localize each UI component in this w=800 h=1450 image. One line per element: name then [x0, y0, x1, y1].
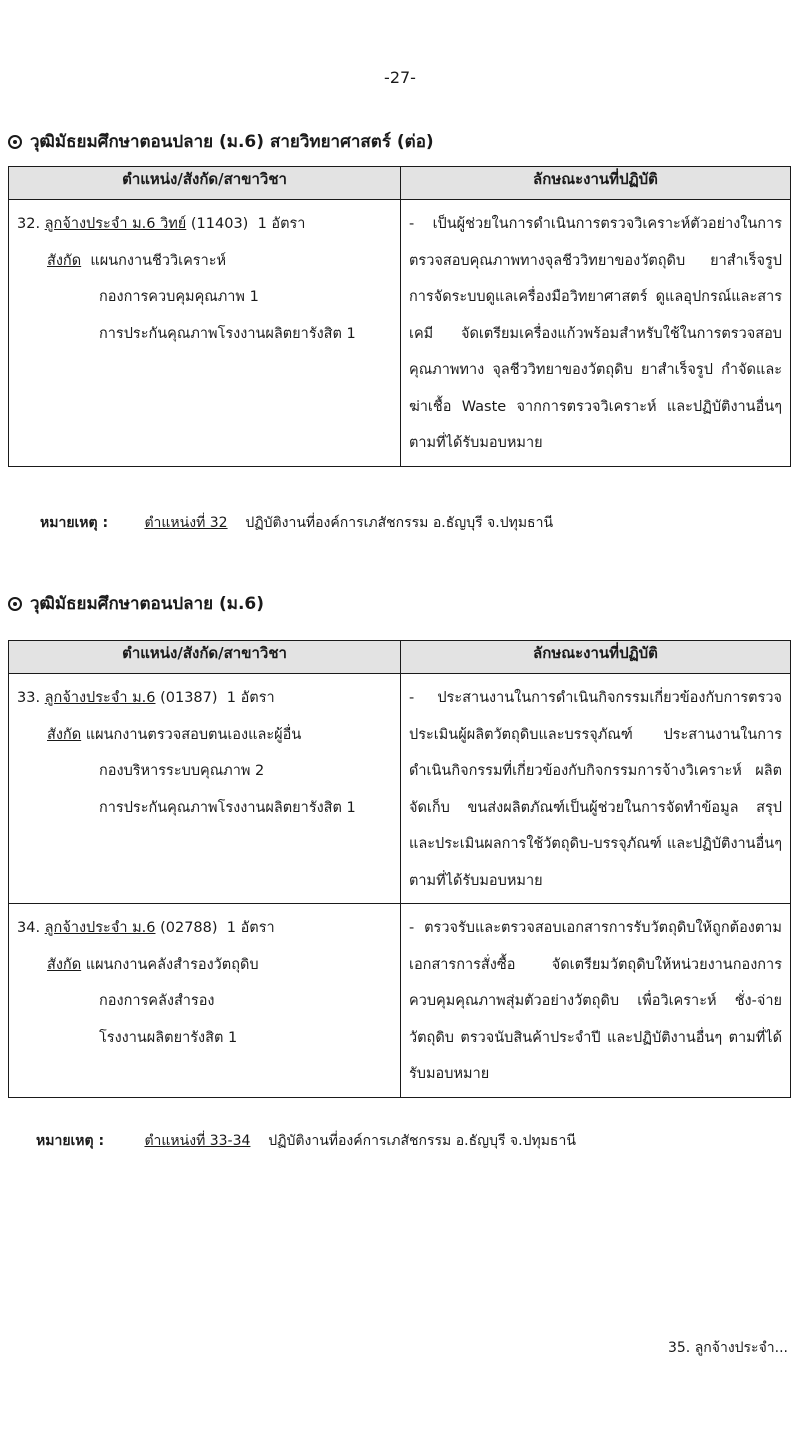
position-title: ลูกจ้างประจำ ม.6 [44, 920, 156, 936]
continuation-footer: 35. ลูกจ้างประจำ... [667, 1340, 788, 1356]
section-heading-text: วุฒิมัธยมศึกษาตอนปลาย (ม.6) สายวิทยาศาสตร์ (ต่อ) [30, 132, 434, 152]
circle-bullet-icon [8, 597, 22, 611]
note-reference: ตำแหน่งที่ 32 [144, 515, 228, 531]
unit-name: แผนกงานชีววิเคราะห์ [90, 252, 227, 269]
affiliation-label: สังกัด [47, 252, 82, 269]
table-row [9, 200, 791, 467]
division-name: กองการควบคุมคุณภาพ 1 [99, 289, 259, 305]
unit-name: แผนกงานตรวจสอบตนเองและผู้อื่น [85, 726, 302, 743]
position-title: ลูกจ้างประจำ ม.6 [44, 690, 156, 706]
department-name: การประกันคุณภาพโรงงานผลิตยารังสิต 1 [99, 799, 356, 816]
position-count: 1 อัตรา [257, 216, 306, 232]
section-heading-science [8, 128, 434, 155]
position-number: 32. [17, 216, 41, 232]
job-table-general [8, 640, 791, 1098]
page-number: -27- [384, 68, 416, 87]
circle-bullet-icon [8, 135, 22, 149]
division-name: กองการคลังสำรอง [99, 993, 215, 1009]
section-heading-text: วุฒิมัธยมศึกษาตอนปลาย (ม.6) [30, 594, 265, 614]
note-label: หมายเหตุ : [40, 515, 109, 531]
position-code: (11403) [190, 216, 249, 232]
position-cell [9, 200, 401, 467]
position-count: 1 อัตรา [226, 920, 275, 936]
department-name: การประกันคุณภาพโรงงานผลิตยารังสิต 1 [99, 325, 356, 342]
job-table-science [8, 166, 791, 467]
column-header-duties: ลักษณะงานที่ปฏิบัติ [401, 641, 791, 674]
note-general [36, 1130, 576, 1152]
section-heading-general [8, 590, 264, 617]
duties-cell: - ประสานงานในการดำเนินกิจกรรมเกี่ยวข้องกับการตรวจประเมินผู้ผลิตวัตถุดิบและบรรจุภัณฑ์ ประสานงานในการดำเนินกิจกรรมที่เกี่ยวข้องกับกิจกรรมการจ้างวิเคราะห์ ผลิต จัดเก็บ ขนส่งผลิตภัณฑ์เป็นผู้ช่วยในการจัดทำข้อมูล สรุป และประเมินผลการใช้วัตถุดิบ-บรรจุภัณฑ์ และปฏิบัติงานอื่นๆ ตามที่ได้รับมอบหมาย [401, 674, 791, 904]
affiliation-label: สังกัด [47, 956, 82, 973]
duties-cell: - ตรวจรับและตรวจสอบเอกสารการรับวัตถุดิบให้ถูกต้องตามเอกสารการสั่งซื้อ จัดเตรียมวัตถุดิบให้หน่วยงานกองการควบคุมคุณภาพสุ่มตัวอย่างวัตถุดิบ เพื่อวิเคราะห์ ชั่ง-จ่าย วัตถุดิบ ตรวจนับสินค้าประจำปี และปฏิบัติงานอื่นๆ ตามที่ได้รับมอบหมาย [401, 904, 791, 1098]
position-number: 33. [17, 690, 41, 706]
note-label: หมายเหตุ : [36, 1133, 105, 1149]
position-number: 34. [17, 920, 41, 936]
note-reference: ตำแหน่งที่ 33-34 [144, 1133, 251, 1149]
position-cell [9, 674, 401, 904]
position-count: 1 อัตรา [226, 690, 275, 706]
duties-cell: - เป็นผู้ช่วยในการดำเนินการตรวจวิเคราะห์ตัวอย่างในการตรวจสอบคุณภาพทางจุลชีววิทยาของวัตถุดิบ ยาสำเร็จรูป การจัดระบบดูแลเครื่องมือวิทยาศาสตร์ ดูแลอุปกรณ์และสารเคมี จัดเตรียมเครื่องแก้วพร้อมสำหรับใช้ในการตรวจสอบคุณภาพทาง จุลชีววิทยาของวัตถุดิบ ยาสำเร็จรูป กำจัดและฆ่าเชื้อ Waste จากการตรวจวิเคราะห์ และปฏิบัติงานอื่นๆ ตามที่ได้รับมอบหมาย [401, 200, 791, 467]
division-name: กองบริหารระบบคุณภาพ 2 [99, 763, 265, 779]
column-header-duties: ลักษณะงานที่ปฏิบัติ [401, 167, 791, 200]
position-cell [9, 904, 401, 1098]
position-title: ลูกจ้างประจำ ม.6 วิทย์ [44, 216, 187, 232]
column-header-position: ตำแหน่ง/สังกัด/สาขาวิชา [9, 167, 401, 200]
affiliation-label: สังกัด [47, 726, 82, 743]
table-row [9, 904, 791, 1098]
note-text: ปฏิบัติงานที่องค์การเภสัชกรรม อ.ธัญบุรี จ.ปทุมธานี [245, 515, 554, 531]
note-text: ปฏิบัติงานที่องค์การเภสัชกรรม อ.ธัญบุรี จ.ปทุมธานี [268, 1133, 576, 1149]
column-header-position: ตำแหน่ง/สังกัด/สาขาวิชา [9, 641, 401, 674]
department-name: โรงงานผลิตยารังสิต 1 [99, 1029, 238, 1046]
note-science [40, 512, 553, 534]
unit-name: แผนกงานคลังสำรองวัตถุดิบ [85, 956, 259, 973]
position-code: (02788) [160, 920, 218, 936]
position-code: (01387) [160, 690, 218, 706]
table-row [9, 674, 791, 904]
